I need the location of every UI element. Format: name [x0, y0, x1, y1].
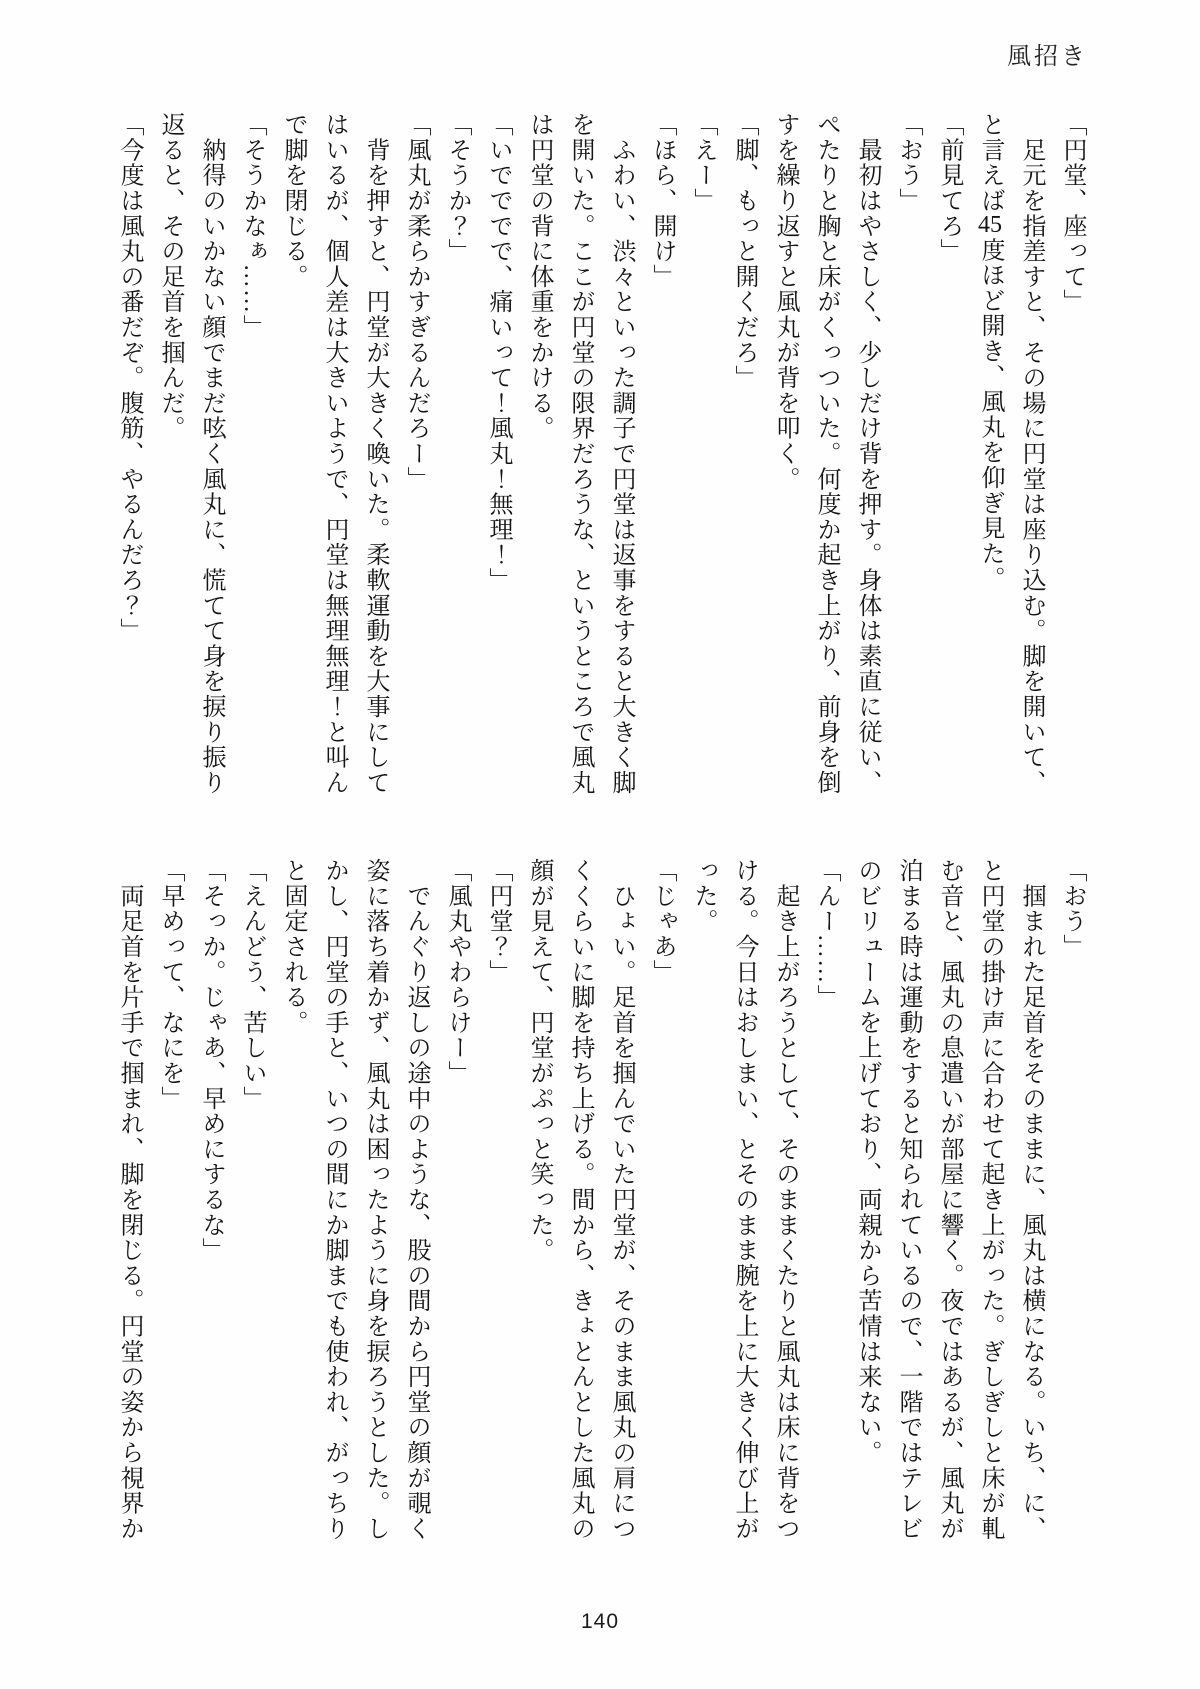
text-paragraph: ふわい、渋々といった調子で円堂は返事をすると大きく脚を開いた。ここが円堂の限界だろうな、というところで風丸は円堂の背に体重をかける。 — [526, 112, 634, 796]
text-paragraph: 「じゃあ」 — [649, 858, 675, 985]
text-paragraph: 「円堂？」 — [485, 858, 511, 985]
text-paragraph: 「えー」 — [690, 112, 716, 214]
text-paragraph: 「前見てろ」 — [936, 112, 962, 264]
text-paragraph: 起き上がろうとして、そのままくたりと風丸は床に背をつける。今日はおしまい、とそのまま腕を上に大きく伸び上がった。 — [690, 858, 798, 1542]
running-head-title: 風招き — [1007, 44, 1088, 70]
text-paragraph: 「早めって、なにを」 — [157, 858, 183, 1111]
tate-chu-yoko-number: 45 — [978, 213, 1002, 238]
text-paragraph: 「おう」 — [1059, 858, 1085, 960]
text-paragraph: でんぐり返しの途中のような、股の間から円堂の顔が覗く姿に落ち着かず、風丸は困ったように身を捩ろうとした。しかし、円堂の手と、いつの間にか脚までも使われ、がっちりと固定される。 — [280, 858, 429, 1542]
text-paragraph: 掴まれた足首をそのままに、風丸は横になる。いち、に、と円堂の掛け声に合わせて起き上がった。ぎしぎしと床が軋む音と、風丸の息遣いが部屋に響く。夜ではあるが、風丸が泊まる時は運動をすると知られているので、一階ではテレビのビリュームを上げており、両親から苦情は来ない。 — [854, 858, 1044, 1542]
text-paragraph: 「そうか？」 — [444, 112, 470, 264]
text-paragraph: 「脚、もっと開くだろ」 — [731, 112, 757, 391]
text-block-bottom — [108, 858, 1092, 1543]
text-paragraph: 「そうかなぁ……」 — [239, 112, 265, 340]
text-paragraph: 「いでででで、痛いって！風丸！無理！」 — [485, 112, 511, 593]
text-paragraph: 「えんどう、苦しい」 — [239, 858, 265, 1111]
text-paragraph: 「おう」 — [895, 112, 921, 214]
text-block-top — [108, 112, 1092, 797]
text-paragraph: 背を押すと、円堂が大きく喚いた。柔軟運動を大事にしてはいるが、個人差は大きいようで、円堂は無理無理！と叫んで脚を閉じる。 — [280, 112, 388, 796]
text-paragraph: 「風丸やわらけー」 — [444, 858, 470, 1086]
text-paragraph: 納得のいかない顔でまだ呟く風丸に、慌てて身を捩り振り返ると、その足首を掴んだ。 — [157, 112, 224, 796]
text-paragraph: 最初はやさしく、少しだけ背を押す。身体は素直に従い、ぺたりと胸と床がくっついた。何度か起き上がり、前身を倒すを繰り返すと風丸が背を叩く。 — [772, 112, 880, 796]
text-paragraph: 「風丸が柔らかすぎるんだろー」 — [403, 112, 429, 492]
text-paragraph: 「今度は風丸の番だぞ。腹筋、やるんだろ？」 — [116, 112, 142, 644]
text-paragraph: ひょい。足首を掴んでいた円堂が、そのまま風丸の肩につくくらいに脚を持ち上げる。間から、きょとんとした風丸の顔が見えて、円堂がぷっと笑った。 — [526, 858, 634, 1542]
text-paragraph: 足元を指差すと、その場に円堂は座り込む。脚を開いて、と言えば45度ほど開き、風丸を仰ぎ見た。 — [977, 112, 1044, 796]
text-paragraph: 「そっか。じゃあ、早めにするな」 — [198, 858, 224, 1263]
page-number: 140 — [580, 1610, 620, 1633]
text-paragraph: 「んー……」 — [813, 858, 839, 1010]
text-paragraph: 両足首を片手で掴まれ、脚を閉じる。円堂の姿から視界か — [116, 858, 142, 1542]
text-paragraph: 「ほら、開け」 — [649, 112, 675, 290]
text-paragraph: 「円堂、座って」 — [1059, 112, 1085, 315]
